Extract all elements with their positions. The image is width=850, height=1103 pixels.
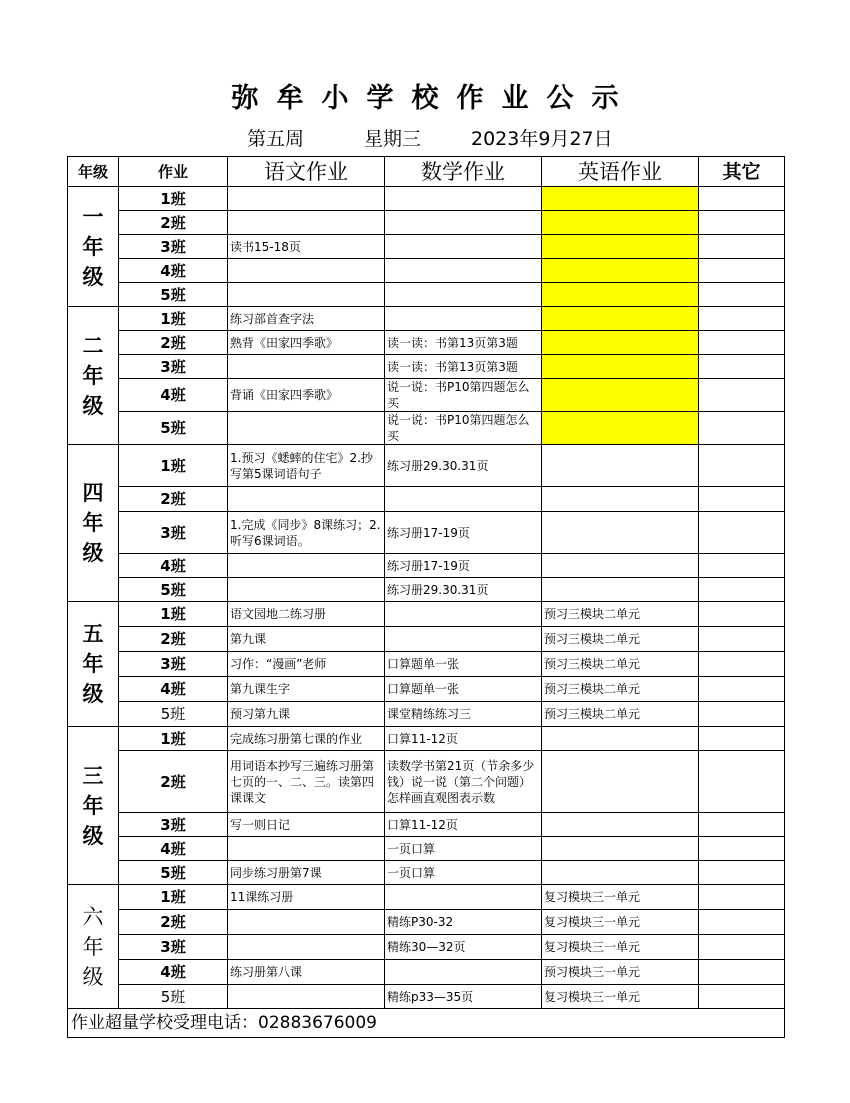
other-cell	[699, 960, 785, 985]
chinese-cell	[228, 554, 385, 578]
other-cell	[699, 861, 785, 885]
math-cell	[385, 885, 542, 910]
grade-label: 三年级	[82, 762, 104, 848]
table-row	[68, 702, 785, 727]
other-cell	[699, 487, 785, 512]
class-cell: 2班	[119, 751, 228, 813]
other-cell	[699, 727, 785, 751]
math-cell: 精练p33—35页	[385, 985, 542, 1009]
class-cell: 5班	[119, 702, 228, 727]
other-cell	[699, 307, 785, 331]
class-cell: 2班	[119, 331, 228, 355]
chinese-cell: 预习第九课	[228, 702, 385, 727]
chinese-cell: 写一则日记	[228, 813, 385, 837]
english-cell	[542, 554, 699, 578]
grade-label: 一年级	[82, 203, 104, 289]
table-row	[68, 379, 785, 412]
class-cell: 2班	[119, 627, 228, 652]
header-chinese: 语文作业	[228, 157, 385, 187]
grade-cell	[68, 307, 119, 445]
class-cell: 1班	[119, 445, 228, 487]
english-cell	[542, 487, 699, 512]
chinese-cell: 第九课生字	[228, 677, 385, 702]
other-cell	[699, 512, 785, 554]
weekday-label: 星期三	[364, 128, 422, 150]
header-math: 数学作业	[385, 157, 542, 187]
class-cell: 3班	[119, 512, 228, 554]
chinese-cell: 同步练习册第7课	[228, 861, 385, 885]
page-title: 弥牟小学校作业公示	[231, 83, 637, 114]
chinese-cell	[228, 412, 385, 445]
english-cell	[542, 355, 699, 379]
chinese-cell: 练习册第八课	[228, 960, 385, 985]
chinese-cell: 11课练习册	[228, 885, 385, 910]
header-row	[68, 157, 785, 187]
class-cell: 1班	[119, 307, 228, 331]
math-cell: 读数学书第21页（节余多少钱）说一说（第二个问题）怎样画直观图表示数	[385, 751, 542, 813]
table-row	[68, 445, 785, 487]
other-cell	[699, 813, 785, 837]
english-cell: 复习模块三一单元	[542, 985, 699, 1009]
table-row	[68, 935, 785, 960]
math-cell: 读一读：书第13页第3题	[385, 355, 542, 379]
class-cell: 2班	[119, 910, 228, 935]
chinese-cell: 练习部首查字法	[228, 307, 385, 331]
english-cell	[542, 379, 699, 412]
grade-cell	[68, 885, 119, 1009]
other-cell	[699, 187, 785, 211]
english-cell: 预习三模块二单元	[542, 702, 699, 727]
grade-cell	[68, 602, 119, 727]
math-cell	[385, 259, 542, 283]
table-row	[68, 554, 785, 578]
table-row	[68, 837, 785, 861]
chinese-cell	[228, 211, 385, 235]
english-cell: 预习三模块二单元	[542, 677, 699, 702]
other-cell	[699, 602, 785, 627]
other-cell	[699, 331, 785, 355]
math-cell: 练习册17-19页	[385, 554, 542, 578]
math-cell	[385, 283, 542, 307]
table-row	[68, 677, 785, 702]
chinese-cell: 背诵《田家四季歌》	[228, 379, 385, 412]
class-cell: 4班	[119, 960, 228, 985]
math-cell	[385, 627, 542, 652]
table-row	[68, 355, 785, 379]
math-cell: 练习册17-19页	[385, 512, 542, 554]
other-cell	[699, 211, 785, 235]
other-cell	[699, 702, 785, 727]
math-cell: 口算11-12页	[385, 727, 542, 751]
math-cell	[385, 960, 542, 985]
table-row	[68, 861, 785, 885]
english-cell	[542, 445, 699, 487]
other-cell	[699, 627, 785, 652]
grade-label: 六年级	[82, 904, 104, 989]
class-cell: 5班	[119, 861, 228, 885]
grade-cell	[68, 445, 119, 602]
table-row	[68, 235, 785, 259]
english-cell: 预习模块三一单元	[542, 960, 699, 985]
class-cell: 4班	[119, 379, 228, 412]
table-row	[68, 960, 785, 985]
math-cell	[385, 307, 542, 331]
table-row	[68, 910, 785, 935]
english-cell: 复习模块三一单元	[542, 935, 699, 960]
chinese-cell: 读书15-18页	[228, 235, 385, 259]
math-cell: 口算题单一张	[385, 677, 542, 702]
other-cell	[699, 910, 785, 935]
table-row	[68, 259, 785, 283]
chinese-cell: 1.完成《同步》8课练习；2.听写6课词语。	[228, 512, 385, 554]
math-cell: 口算题单一张	[385, 652, 542, 677]
english-cell	[542, 512, 699, 554]
chinese-cell	[228, 578, 385, 602]
table-row	[68, 652, 785, 677]
header-homework: 作业	[119, 157, 228, 187]
table-row	[68, 885, 785, 910]
class-cell: 3班	[119, 652, 228, 677]
math-cell	[385, 487, 542, 512]
table-row	[68, 578, 785, 602]
table-row	[68, 602, 785, 627]
english-cell	[542, 259, 699, 283]
grade-label: 二年级	[82, 332, 104, 418]
class-cell: 5班	[119, 578, 228, 602]
grade-cell	[68, 727, 119, 885]
other-cell	[699, 885, 785, 910]
complaint-hotline: 作业超量学校受理电话：02883676009	[68, 1009, 785, 1038]
other-cell	[699, 283, 785, 307]
english-cell	[542, 187, 699, 211]
math-cell	[385, 602, 542, 627]
english-cell	[542, 283, 699, 307]
math-cell: 说一说：书P10第四题怎么买	[385, 412, 542, 445]
other-cell	[699, 985, 785, 1009]
english-cell	[542, 751, 699, 813]
other-cell	[699, 837, 785, 861]
math-cell: 一页口算	[385, 837, 542, 861]
other-cell	[699, 751, 785, 813]
class-cell: 3班	[119, 235, 228, 259]
math-cell: 读一读：书第13页第3题	[385, 331, 542, 355]
footer-row	[68, 1009, 785, 1038]
chinese-cell: 第九课	[228, 627, 385, 652]
table-row	[68, 985, 785, 1009]
subtitle	[0, 124, 850, 152]
table-row	[68, 307, 785, 331]
chinese-cell	[228, 487, 385, 512]
other-cell	[699, 652, 785, 677]
grade-cell	[68, 187, 119, 307]
table-row	[68, 331, 785, 355]
english-cell	[542, 211, 699, 235]
english-cell	[542, 837, 699, 861]
chinese-cell	[228, 935, 385, 960]
table-row	[68, 512, 785, 554]
class-cell: 2班	[119, 211, 228, 235]
class-cell: 1班	[119, 885, 228, 910]
class-cell: 2班	[119, 487, 228, 512]
math-cell	[385, 187, 542, 211]
english-cell	[542, 813, 699, 837]
header-other: 其它	[699, 157, 785, 187]
chinese-cell	[228, 985, 385, 1009]
other-cell	[699, 935, 785, 960]
chinese-cell	[228, 259, 385, 283]
header-english: 英语作业	[542, 157, 699, 187]
table-row	[68, 487, 785, 512]
other-cell	[699, 259, 785, 283]
math-cell: 说一说：书P10第四题怎么买	[385, 379, 542, 412]
chinese-cell	[228, 355, 385, 379]
table-row	[68, 283, 785, 307]
math-cell: 精练30—32页	[385, 935, 542, 960]
date-label: 2023年9月27日	[471, 128, 613, 150]
math-cell	[385, 211, 542, 235]
chinese-cell: 熟背《田家四季歌》	[228, 331, 385, 355]
chinese-cell	[228, 187, 385, 211]
chinese-cell: 完成练习册第七课的作业	[228, 727, 385, 751]
grade-label: 四年级	[82, 480, 104, 565]
math-cell	[385, 235, 542, 259]
english-cell	[542, 235, 699, 259]
math-cell: 精练P30-32	[385, 910, 542, 935]
homework-table	[67, 156, 785, 1038]
math-cell: 练习册29.30.31页	[385, 578, 542, 602]
english-cell: 复习模块三一单元	[542, 885, 699, 910]
table-row	[68, 751, 785, 813]
math-cell: 一页口算	[385, 861, 542, 885]
chinese-cell: 1.预习《蟋蟀的住宅》2.抄写第5课词语句子	[228, 445, 385, 487]
english-cell	[542, 412, 699, 445]
class-cell: 1班	[119, 187, 228, 211]
class-cell: 4班	[119, 259, 228, 283]
english-cell	[542, 727, 699, 751]
grade-label: 五年级	[82, 621, 104, 706]
class-cell: 3班	[119, 355, 228, 379]
other-cell	[699, 554, 785, 578]
table-row	[68, 211, 785, 235]
table-row	[68, 187, 785, 211]
week-label: 第五周	[247, 128, 305, 150]
english-cell: 复习模块三一单元	[542, 910, 699, 935]
english-cell	[542, 861, 699, 885]
english-cell: 预习三模块二单元	[542, 652, 699, 677]
class-cell: 5班	[119, 985, 228, 1009]
table-row	[68, 627, 785, 652]
english-cell	[542, 331, 699, 355]
table-row	[68, 813, 785, 837]
english-cell	[542, 307, 699, 331]
other-cell	[699, 412, 785, 445]
chinese-cell: 习作：“漫画”老师	[228, 652, 385, 677]
other-cell	[699, 235, 785, 259]
math-cell: 口算11-12页	[385, 813, 542, 837]
table-row	[68, 727, 785, 751]
chinese-cell	[228, 837, 385, 861]
table-row	[68, 412, 785, 445]
class-cell: 3班	[119, 935, 228, 960]
other-cell	[699, 355, 785, 379]
class-cell: 1班	[119, 727, 228, 751]
other-cell	[699, 578, 785, 602]
class-cell: 4班	[119, 677, 228, 702]
chinese-cell: 语文园地二练习册	[228, 602, 385, 627]
class-cell: 5班	[119, 283, 228, 307]
class-cell: 4班	[119, 837, 228, 861]
english-cell: 预习三模块二单元	[542, 602, 699, 627]
english-cell	[542, 578, 699, 602]
other-cell	[699, 445, 785, 487]
class-cell: 1班	[119, 602, 228, 627]
chinese-cell	[228, 283, 385, 307]
other-cell	[699, 677, 785, 702]
class-cell: 4班	[119, 554, 228, 578]
math-cell: 课堂精练练习三	[385, 702, 542, 727]
other-cell	[699, 379, 785, 412]
class-cell: 3班	[119, 813, 228, 837]
class-cell: 5班	[119, 412, 228, 445]
chinese-cell	[228, 910, 385, 935]
english-cell: 预习三模块二单元	[542, 627, 699, 652]
chinese-cell: 用词语本抄写三遍练习册第七页的一、二、三。读第四课课文	[228, 751, 385, 813]
math-cell: 练习册29.30.31页	[385, 445, 542, 487]
header-grade: 年级	[68, 157, 119, 187]
